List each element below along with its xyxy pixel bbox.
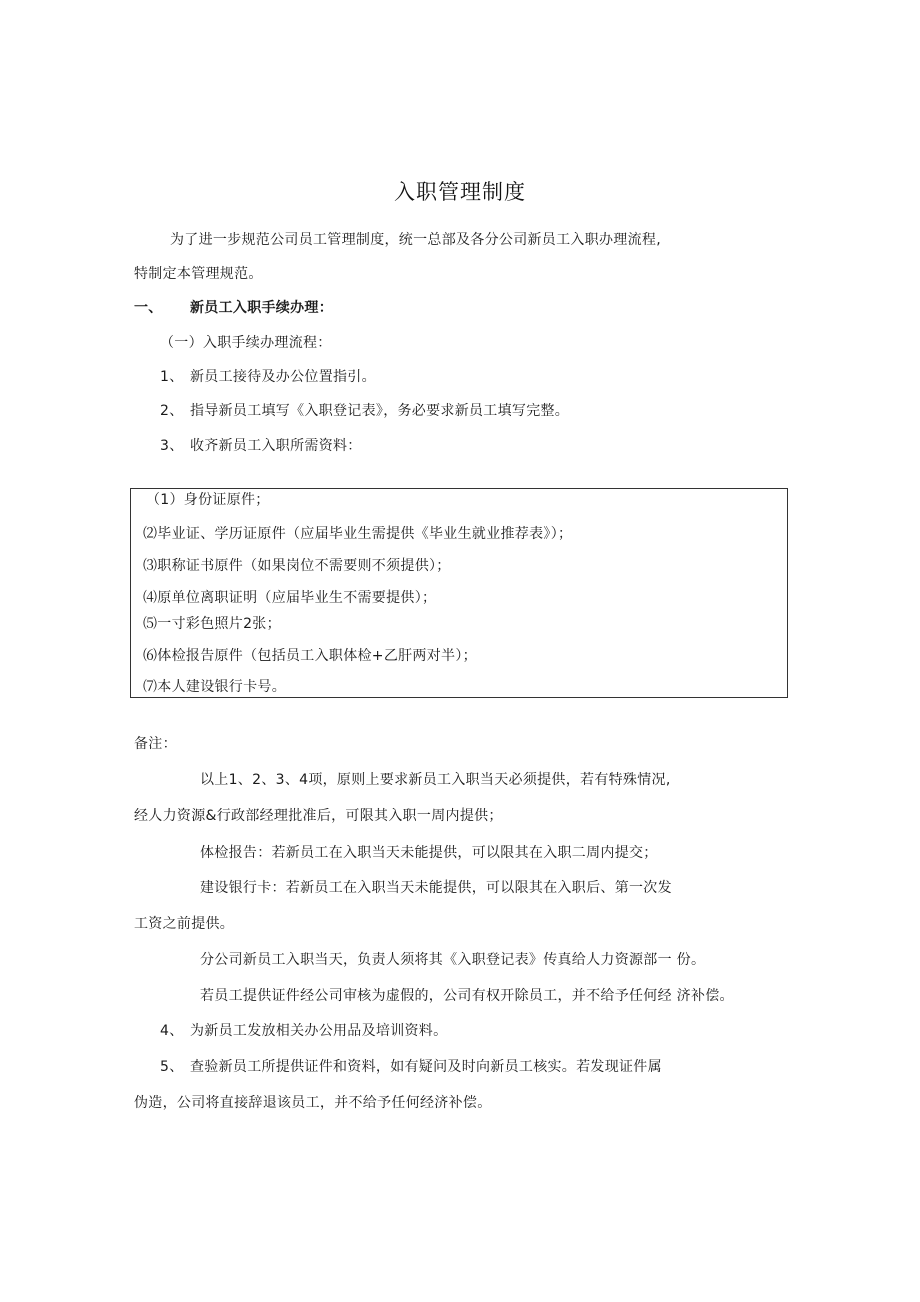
subsection-heading: （一）入职手续办理流程： (160, 335, 332, 351)
step-text: 为新员工发放相关办公用品及培训资料。 (190, 1023, 448, 1039)
note-paragraph: 体检报告：若新员工在入职当天未能提供，可以限其在入职二周内提交； (200, 845, 658, 861)
note-paragraph: 分公司新员工入职当天，负责人须将其《入职登记表》传真给人力资源部一 份。 (200, 952, 706, 968)
document-item: ⑶职称证书原件（如果岗位不需要则不须提供）； (143, 558, 451, 574)
step-text: 查验新员工所提供证件和资料，如有疑问及时向新员工核实。若发现证件属 (190, 1059, 662, 1075)
note-paragraph: 经人力资源&行政部经理批准后，可限其入职一周内提供； (134, 808, 503, 824)
step-number: 5、 (160, 1059, 184, 1075)
step-text: 收齐新员工入职所需资料： (190, 438, 362, 454)
step-number: 2、 (160, 403, 184, 419)
document-item: ⑷原单位离职证明（应届毕业生不需要提供）； (143, 590, 437, 606)
note-paragraph: 建设银行卡：若新员工在入职当天未能提供，可以限其在入职后、第一次发 (200, 880, 672, 896)
step-text-continued: 伪造，公司将直接辞退该员工，并不给予任何经济补偿。 (134, 1095, 492, 1111)
notes-label: 备注： (134, 736, 177, 752)
section-number: 一、 (134, 300, 163, 316)
intro-line-1: 为了进一步规范公司员工管理制度，统一总部及各分公司新员工入职办理流程, (170, 232, 661, 248)
note-paragraph: 若员工提供证件经公司审核为虚假的，公司有权开除员工，并不给予任何经 济补偿。 (200, 988, 734, 1004)
step-number: 4、 (160, 1023, 184, 1039)
step-number: 3、 (160, 438, 184, 454)
step-text: 新员工接待及办公位置指引。 (190, 369, 376, 385)
section-heading: 新员工入职手续办理： (190, 300, 333, 316)
document-item: ⑸一寸彩色照片2张； (143, 616, 281, 632)
note-paragraph: 以上1、2、3、4项，原则上要求新员工入职当天必须提供，若有特殊情况, (200, 772, 671, 788)
page-title: 入职管理制度 (394, 180, 526, 204)
intro-line-2: 特制定本管理规范。 (134, 266, 263, 282)
document-item: ⑹体检报告原件（包括员工入职体检+乙肝两对半）； (143, 648, 477, 664)
step-number: 1、 (160, 369, 184, 385)
note-paragraph: 工资之前提供。 (134, 916, 235, 932)
step-text: 指导新员工填写《入职登记表》，务必要求新员工填写完整。 (190, 403, 570, 419)
document-item: ⑺本人建设银行卡号。 (143, 679, 286, 695)
document-item: （1）身份证原件； (146, 492, 270, 508)
document-item: ⑵毕业证、学历证原件（应届毕业生需提供《毕业生就业推荐表》）； (143, 526, 573, 542)
